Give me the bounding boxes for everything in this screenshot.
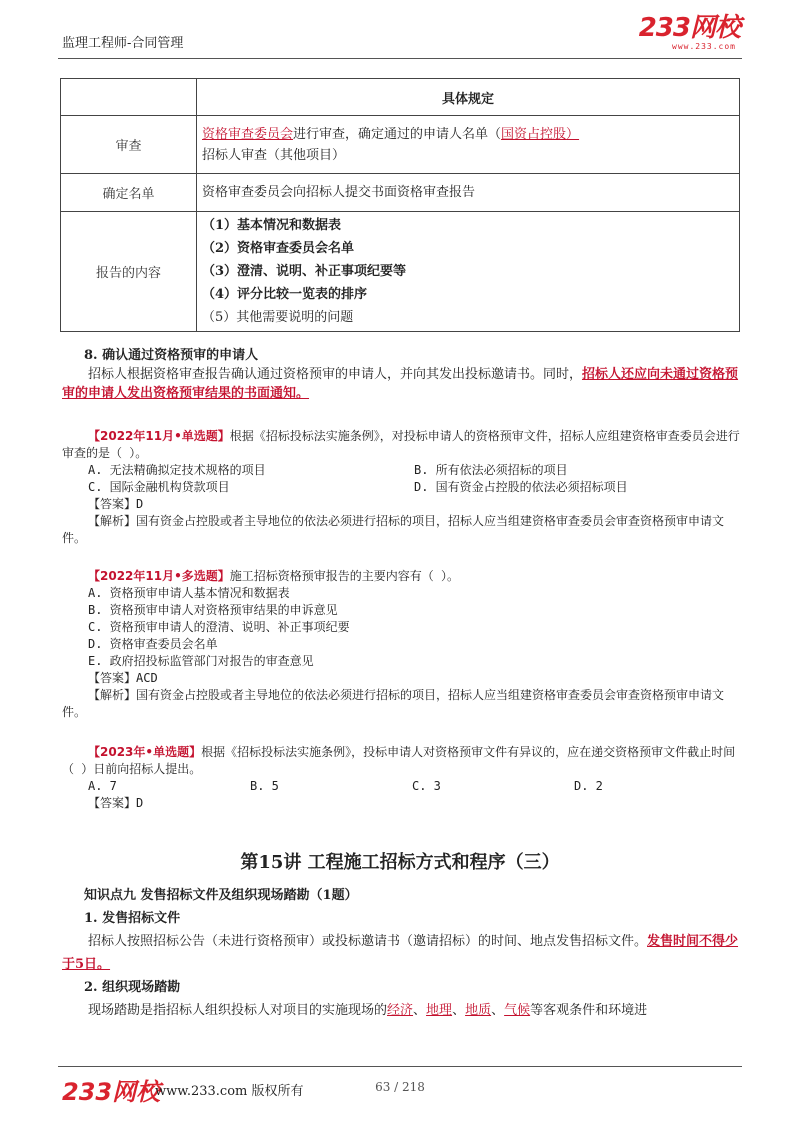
footer-logo: 233网校 (62, 1078, 161, 1106)
question-tag: 【2023年•单选题】 (88, 745, 202, 759)
subsection-paragraph (62, 999, 740, 1022)
option-row (62, 778, 740, 795)
option: D. 国有资金占控股的依法必须招标项目 (414, 480, 628, 494)
analysis: 【解析】国有资金占控股或者主导地位的依法必须进行招标的项目，招标人应当组建资格审查委员会审查资格预审申请文件。 (62, 514, 725, 545)
plain-text: 进行审查，确定通过的申请人名单（ (293, 126, 502, 142)
question-text: 根据《招标投标法实施条例》，对投标申请人的资格预审文件，招标人应组建资格审查委员会进行审查的是（ ）。 (62, 429, 740, 460)
answer: 【答案】D (88, 497, 144, 511)
option-row (62, 462, 740, 479)
highlight-text: 气候 (504, 1003, 531, 1018)
option: B. 资格预审申请人对资格预审结果的申诉意见 (88, 603, 338, 617)
option: A. 7 (88, 779, 117, 793)
table-row (61, 212, 740, 332)
question-stem (62, 568, 740, 585)
option: C. 3 (412, 779, 441, 793)
report-item: （1）基本情况和数据表 (202, 218, 342, 233)
subsection-heading: 1. 发售招标文件 (84, 911, 181, 926)
paragraph-text: 现场踏勘是指招标人组织投标人对项目的实施现场的 (88, 1003, 388, 1018)
brand-logo (639, 14, 740, 51)
report-item: （2）资格审查委员会名单 (202, 241, 355, 256)
content-line: 招标人审查（其他项目） (202, 147, 346, 163)
report-item: （4）评分比较一览表的排序 (202, 287, 368, 302)
answer: 【答案】ACD (88, 671, 158, 685)
brand-logo-url: www.233.com (672, 42, 736, 51)
highlight-text: 国资占控股 (501, 126, 567, 142)
lecture-title: 第15讲 工程施工招标方式和程序（三） (240, 852, 560, 873)
option: A. 资格预审申请人基本情况和数据表 (88, 586, 290, 600)
table-header-empty-cell (61, 79, 197, 116)
paragraph-text: 招标人按照招标公告（未进行资格预审）或投标邀请书（邀请招标）的时间、地点发售招标文件。 (88, 934, 648, 949)
option-row (62, 479, 740, 496)
footer-divider (58, 1066, 742, 1067)
highlight-text: 招标人还应向未通过资格预审的申请人发出资格预审结果的书面通知。 (62, 367, 739, 401)
page-number: 63 / 218 (375, 1080, 425, 1094)
separator: 、 (491, 1003, 505, 1018)
row-content: 资格审查委员会向招标人提交书面资格审查报告 (197, 174, 740, 212)
highlight-text: 发售时间不得少于5日。 (62, 934, 739, 972)
section-8 (62, 346, 740, 403)
question-stem (62, 428, 740, 462)
question-tag: 【2022年11月•单选题】 (88, 429, 230, 443)
paragraph-text: 招标人根据资格审查报告确认通过资格预审的申请人，并向其发出投标邀请书。同时， (88, 367, 583, 382)
table-row (61, 174, 740, 212)
option: B. 所有依法必须招标的项目 (414, 463, 568, 477)
header-divider (58, 58, 742, 59)
row-label: 报告的内容 (61, 212, 197, 332)
section-heading: 8. 确认通过资格预审的申请人 (84, 348, 259, 363)
question-text: 根据《招标投标法实施条例》，投标申请人对资格预审文件有异议的，应在递交资格预审文件截止时间（ ）日前向招标人提出。 (62, 745, 736, 776)
question-3 (62, 744, 740, 812)
highlight-text: 资格审查委员会 (202, 126, 294, 142)
option: D. 2 (574, 779, 603, 793)
regulation-table (60, 78, 740, 332)
content-line (202, 124, 739, 145)
question-1 (62, 428, 740, 547)
knowledge-heading: 知识点九 发售招标文件及组织现场踏勘（1题） (84, 888, 358, 903)
table-row (61, 116, 740, 174)
row-label: 确定名单 (61, 174, 197, 212)
option: B. 5 (250, 779, 279, 793)
separator: 、 (413, 1003, 427, 1018)
table-header-cell: 具体规定 (197, 79, 740, 116)
analysis: 【解析】国有资金占控股或者主导地位的依法必须进行招标的项目，招标人应当组建资格审查委员会审查资格预审申请文件。 (62, 688, 725, 719)
row-content (197, 212, 740, 332)
report-item: （3）澄清、说明、补正事项纪要等 (202, 264, 407, 279)
footer-copyright: www.233.com 版权所有 (155, 1084, 304, 1099)
question-2 (62, 568, 740, 721)
row-label: 审查 (61, 116, 197, 174)
table-header-row (61, 79, 740, 116)
option: C. 资格预审申请人的澄清、说明、补正事项纪要 (88, 620, 350, 634)
option: C. 国际金融机构贷款项目 (88, 480, 230, 494)
knowledge-section (62, 884, 740, 1022)
option: E. 政府招投标监管部门对报告的审查意见 (88, 654, 314, 668)
plain-text: ） (566, 126, 580, 142)
document-header-title: 监理工程师-合同管理 (62, 36, 184, 51)
separator: 、 (452, 1003, 466, 1018)
highlight-text: 地理 (426, 1003, 453, 1018)
highlight-text: 地质 (465, 1003, 492, 1018)
answer: 【答案】D (88, 796, 144, 810)
question-tag: 【2022年11月•多选题】 (88, 569, 230, 583)
question-text: 施工招标资格预审报告的主要内容有（ ）。 (229, 569, 460, 583)
subsection-paragraph (62, 930, 740, 976)
option: A. 无法精确拟定技术规格的项目 (88, 463, 266, 477)
paragraph-text: 等客观条件和环境进 (530, 1003, 648, 1018)
subsection-heading: 2. 组织现场踏勘 (84, 980, 181, 995)
question-stem (62, 744, 740, 778)
report-item: （5）其他需要说明的问题 (202, 310, 354, 325)
option: D. 资格审查委员会名单 (88, 637, 218, 651)
brand-logo-text: 233网校 (638, 13, 740, 43)
section-paragraph (62, 365, 740, 403)
row-content (197, 116, 740, 174)
highlight-text: 经济 (387, 1003, 414, 1018)
